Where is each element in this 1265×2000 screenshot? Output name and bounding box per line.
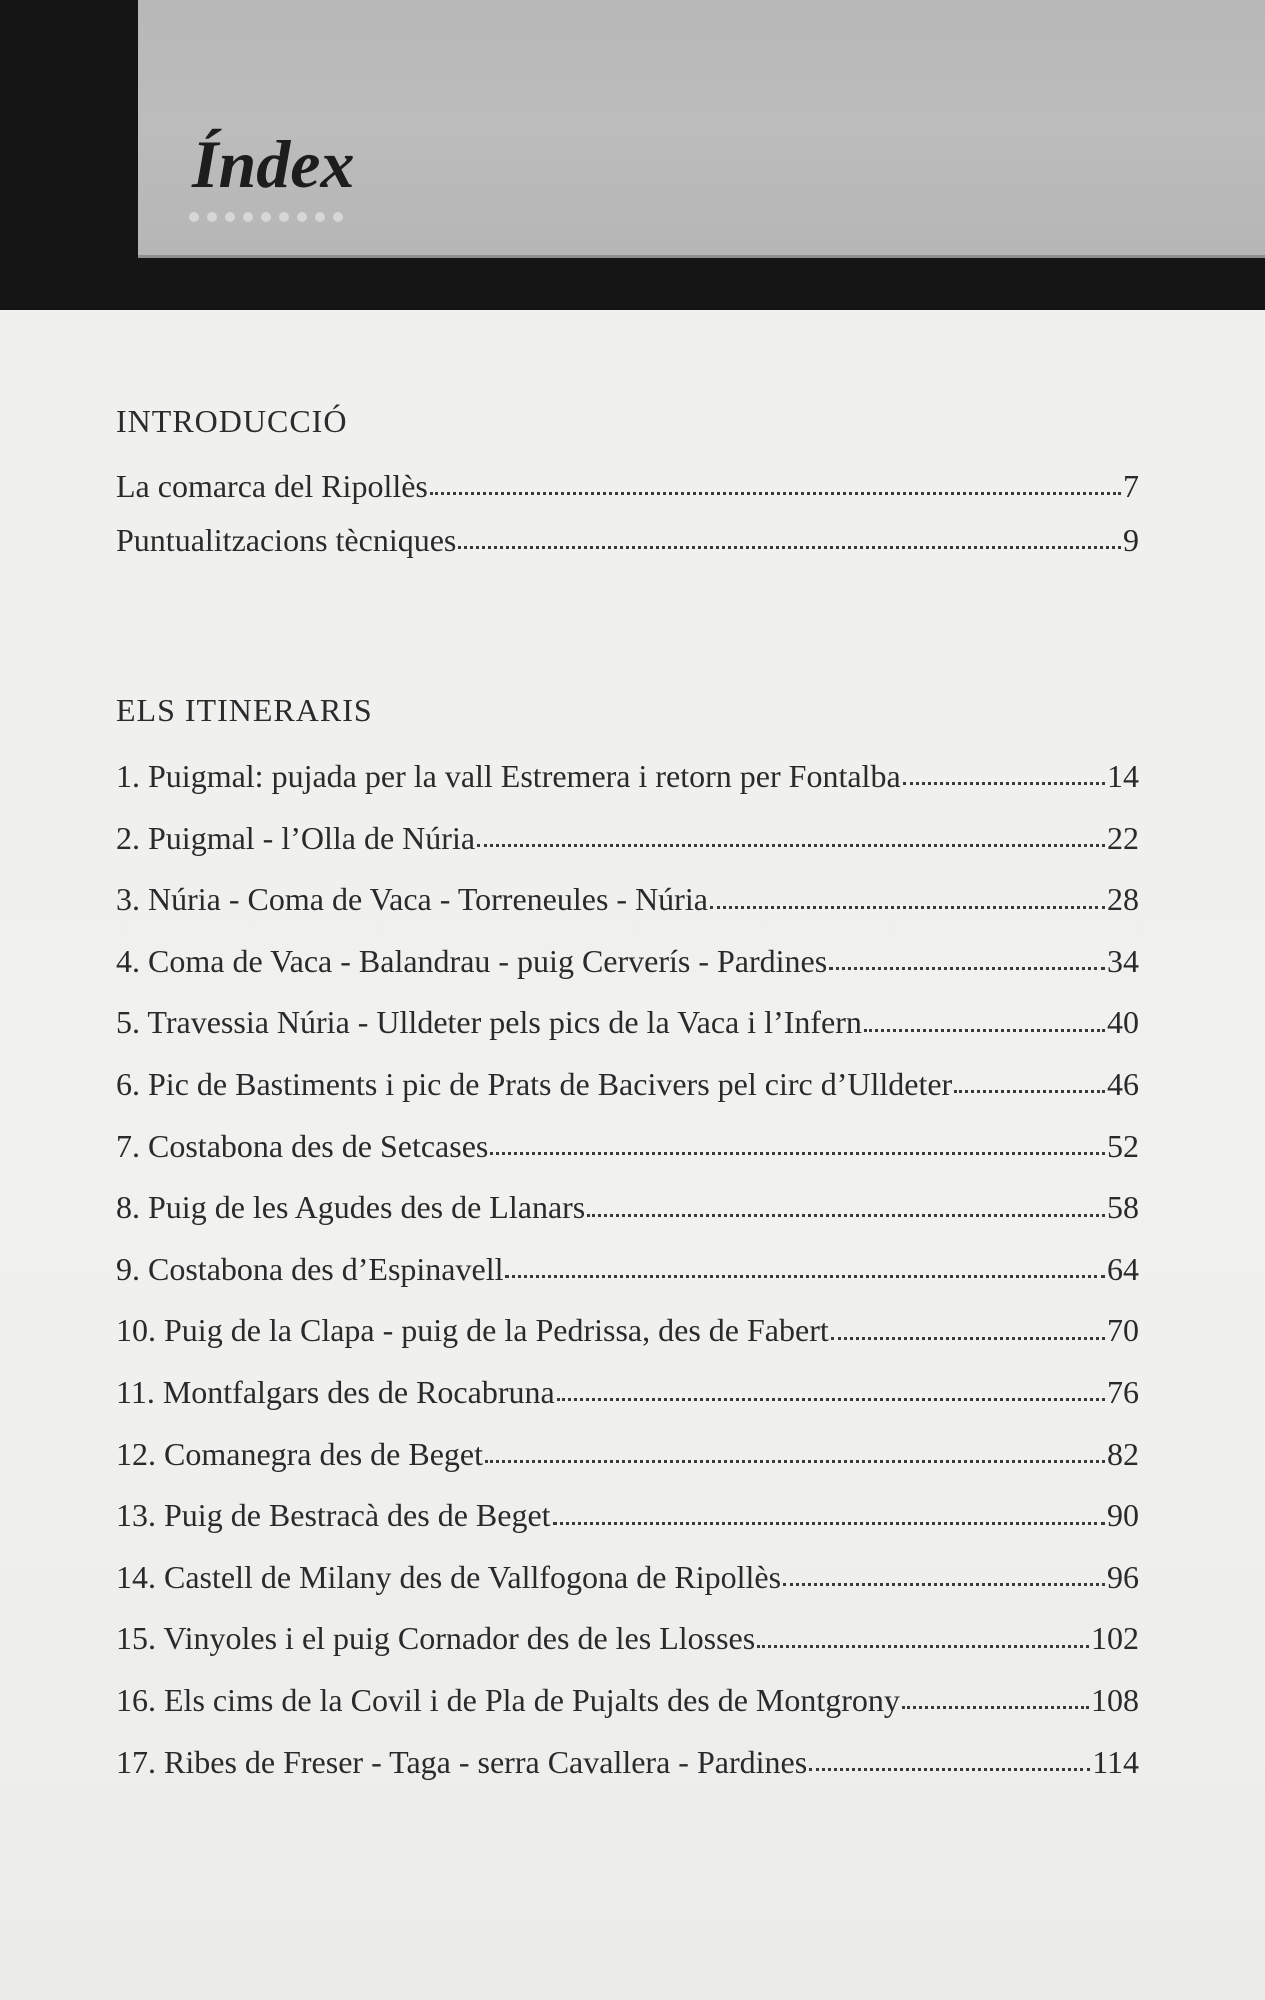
- toc-entry-title: 5. Travessia Núria - Ulldeter pels pics de la Vaca i l’Infern: [116, 1004, 862, 1041]
- toc-entry-title: 14. Castell de Milany des de Vallfogona de Ripollès: [116, 1558, 782, 1595]
- toc-entry-page-number: 58: [1107, 1189, 1139, 1226]
- dot-leader: [902, 1682, 1089, 1711]
- dot-leader: [757, 1621, 1089, 1650]
- toc-entry-page-number: 76: [1107, 1373, 1139, 1410]
- ornament-dot: [261, 212, 271, 222]
- toc-entry-itinerary: [116, 1374, 1139, 1436]
- ornament-dot: [279, 212, 289, 222]
- dot-leader: [710, 881, 1105, 910]
- toc-entry-itinerary: [116, 1251, 1139, 1313]
- dot-leader: [557, 1374, 1105, 1403]
- toc-entry-itinerary: [116, 1066, 1139, 1128]
- ornament-dot: [297, 212, 307, 222]
- dot-leader: [553, 1497, 1105, 1526]
- ornament-dot: [333, 212, 343, 222]
- toc-entry-page-number: 52: [1107, 1127, 1139, 1164]
- toc-entry-itinerary: [116, 758, 1139, 820]
- toc-entry-title: Puntualitzacions tècniques: [116, 522, 457, 558]
- toc-entry-page-number: 90: [1107, 1497, 1139, 1534]
- toc-entry-itinerary: [116, 1682, 1139, 1744]
- toc-entry-title: 6. Pic de Bastiments i pic de Prats de Bacivers pel circ d’Ulldeter: [116, 1065, 953, 1102]
- toc-entry-itinerary: [116, 1559, 1139, 1621]
- toc-entry-title: 9. Costabona des d’Espinavell: [116, 1250, 504, 1287]
- dot-leader: [587, 1189, 1105, 1218]
- ornament-dot: [189, 212, 199, 222]
- toc-entry-title: 7. Costabona des de Setcases: [116, 1127, 489, 1164]
- dot-leader: [477, 820, 1105, 849]
- dot-leader: [829, 943, 1105, 972]
- toc-entry-itinerary: [116, 1620, 1139, 1682]
- dot-leader: [954, 1066, 1105, 1095]
- toc-entry-title: 8. Puig de les Agudes des de Llanars: [116, 1189, 586, 1226]
- toc-entry-title: 3. Núria - Coma de Vaca - Torreneules - Núria: [116, 881, 708, 918]
- toc-entry-page-number: 96: [1107, 1558, 1139, 1595]
- toc-entry-page-number: 70: [1107, 1312, 1139, 1349]
- dot-leader: [903, 758, 1105, 787]
- ornament-dot: [207, 212, 217, 222]
- dot-leader: [490, 1128, 1105, 1157]
- toc-entry-title: 17. Ribes de Freser - Taga - serra Cavallera - Pardines: [116, 1743, 808, 1780]
- dot-leader: [864, 1005, 1105, 1034]
- toc-entry-title: 15. Vinyoles i el puig Cornador des de les Llosses: [116, 1620, 756, 1657]
- toc-entry-introduction: [116, 522, 1139, 576]
- toc-entry-title: 11. Montfalgars des de Rocabruna: [116, 1373, 555, 1410]
- toc-entry-itinerary: [116, 1128, 1139, 1190]
- toc-entry-title: 2. Puigmal - l’Olla de Núria: [116, 819, 476, 856]
- toc-entry-itinerary: [116, 1189, 1139, 1251]
- toc-entry-page-number: 82: [1107, 1435, 1139, 1472]
- toc-entry-page-number: 40: [1107, 1004, 1139, 1041]
- section-heading-introduction: INTRODUCCIÓ: [116, 403, 348, 439]
- toc-entry-title: La comarca del Ripollès: [116, 468, 428, 504]
- dot-leader: [783, 1559, 1105, 1588]
- toc-entry-title: 13. Puig de Bestracà des de Beget: [116, 1497, 551, 1534]
- toc-entry-page-number: 114: [1092, 1743, 1139, 1780]
- introduction-toc-list: [116, 468, 1139, 576]
- toc-entry-itinerary: [116, 1744, 1139, 1806]
- section-heading-itineraries: ELS ITINERARIS: [116, 692, 373, 728]
- toc-entry-title: 1. Puigmal: pujada per la vall Estremera i retorn per Fontalba: [116, 758, 901, 794]
- toc-entry-itinerary: [116, 820, 1139, 882]
- ornament-dot: [315, 212, 325, 222]
- toc-entry-page-number: 108: [1091, 1681, 1139, 1718]
- toc-entry-title: 10. Puig de la Clapa - puig de la Pedrissa, des de Fabert: [116, 1312, 829, 1349]
- dot-leader: [505, 1251, 1105, 1280]
- toc-entry-page-number: 9: [1123, 522, 1139, 558]
- toc-entry-page-number: 46: [1107, 1065, 1139, 1102]
- toc-entry-itinerary: [116, 1436, 1139, 1498]
- toc-entry-page-number: 64: [1107, 1250, 1139, 1287]
- toc-entry-itinerary: [116, 1497, 1139, 1559]
- toc-entry-page-number: 22: [1107, 819, 1139, 856]
- title-dot-ornament: [189, 212, 343, 222]
- dot-leader: [809, 1744, 1090, 1773]
- toc-entry-title: 16. Els cims de la Covil i de Pla de Pujalts des de Montgrony: [116, 1681, 900, 1718]
- toc-entry-page-number: 14: [1107, 758, 1139, 794]
- toc-entry-page-number: 102: [1091, 1620, 1139, 1657]
- toc-entry-itinerary: [116, 1004, 1139, 1066]
- toc-entry-itinerary: [116, 1312, 1139, 1374]
- dot-leader: [430, 468, 1121, 497]
- toc-entry-itinerary: [116, 881, 1139, 943]
- dot-leader: [485, 1436, 1105, 1465]
- toc-entry-page-number: 34: [1107, 942, 1139, 979]
- toc-entry-title: 4. Coma de Vaca - Balandrau - puig Cerverís - Pardines: [116, 942, 828, 979]
- itineraries-toc-list: [116, 758, 1139, 1805]
- toc-entry-page-number: 7: [1123, 468, 1139, 504]
- toc-entry-introduction: [116, 468, 1139, 522]
- ornament-dot: [243, 212, 253, 222]
- dot-leader: [458, 522, 1121, 551]
- page-title: Índex: [192, 126, 355, 202]
- dot-leader: [831, 1313, 1105, 1342]
- toc-entry-itinerary: [116, 943, 1139, 1005]
- toc-entry-title: 12. Comanegra des de Beget: [116, 1435, 483, 1472]
- ornament-dot: [225, 212, 235, 222]
- toc-entry-page-number: 28: [1107, 881, 1139, 918]
